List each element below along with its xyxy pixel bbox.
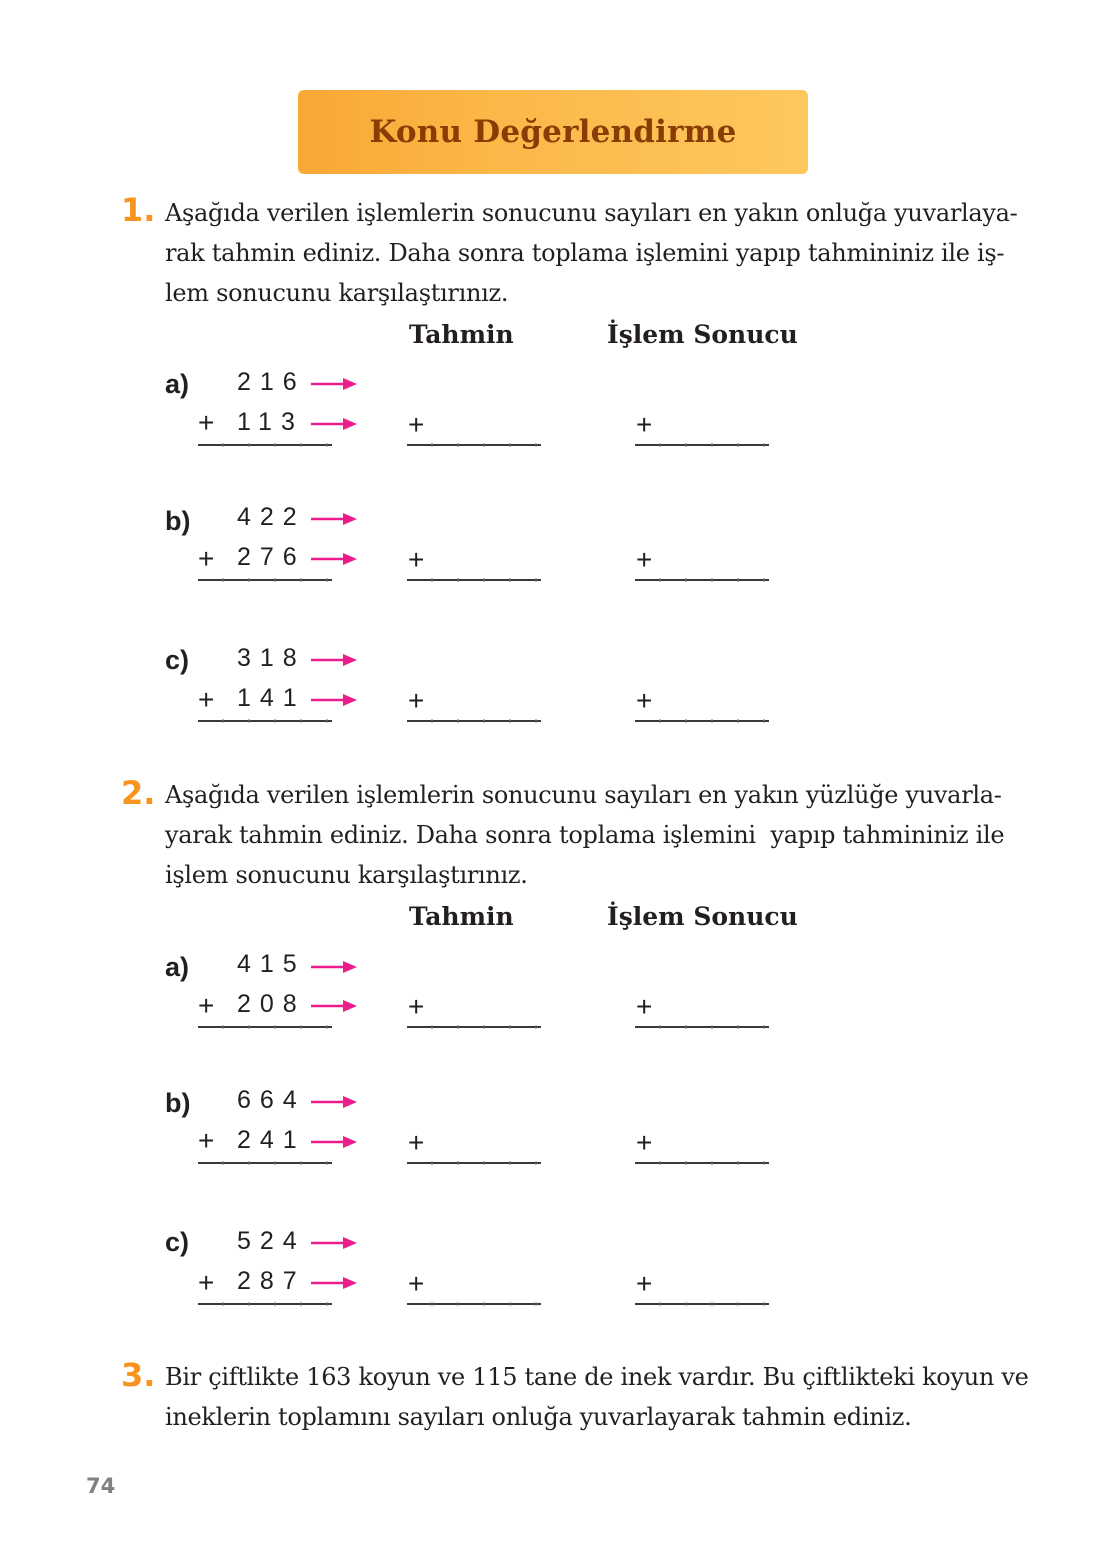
addend-top: 524	[237, 1227, 306, 1255]
section-title-banner	[298, 90, 808, 174]
sum-line	[198, 1026, 332, 1028]
problem-label: b)	[165, 1088, 191, 1118]
question-number-2: 2.	[121, 774, 156, 812]
question-number-1: 1.	[121, 191, 156, 229]
result-plus-sign: +	[636, 1268, 653, 1299]
question-2-text	[165, 775, 1025, 895]
arrow-right-icon	[311, 653, 357, 667]
addend-top: 422	[237, 503, 306, 531]
question-1-text	[165, 193, 1025, 313]
arrow-right-icon	[311, 693, 357, 707]
result-answer-line[interactable]	[635, 1303, 769, 1305]
column-header-result: İşlem Sonucu	[607, 902, 798, 931]
estimate-plus-sign: +	[408, 1127, 425, 1158]
question-3-line-1: Bir çiftlikte 163 koyun ve 115 tane de inek vardır. Bu çiftlikteki koyun ve	[165, 1363, 1029, 1391]
question-1-line-3: lem sonucunu karşılaştırınız.	[165, 279, 509, 307]
addend-bottom: 113	[237, 408, 304, 436]
arrow-right-icon	[311, 1236, 357, 1250]
result-plus-sign: +	[636, 685, 653, 716]
addend-top: 216	[237, 368, 306, 396]
problem-label: a)	[165, 952, 190, 982]
arrow-right-icon	[311, 417, 357, 431]
estimate-plus-sign: +	[408, 544, 425, 575]
arrow-right-icon	[311, 999, 357, 1013]
result-plus-sign: +	[636, 544, 653, 575]
addend-top: 664	[237, 1086, 306, 1114]
addend-bottom: 141	[237, 684, 306, 712]
page-number: 74	[86, 1474, 116, 1498]
result-plus-sign: +	[636, 409, 653, 440]
addend-top: 318	[237, 644, 306, 672]
question-2-line-3: işlem sonucunu karşılaştırınız.	[165, 861, 528, 889]
arrow-right-icon	[311, 960, 357, 974]
result-answer-line[interactable]	[635, 720, 769, 722]
addend-top: 415	[237, 950, 306, 978]
section-title: Konu Değerlendirme	[369, 114, 737, 150]
addend-bottom: 241	[237, 1126, 306, 1154]
result-answer-line[interactable]	[635, 1162, 769, 1164]
question-3-line-2: ineklerin toplamını sayıları onluğa yuvarlayarak tahmin ediniz.	[165, 1403, 912, 1431]
sum-line	[198, 579, 332, 581]
estimate-plus-sign: +	[408, 991, 425, 1022]
arrow-right-icon	[311, 1276, 357, 1290]
plus-sign: +	[198, 1125, 215, 1156]
estimate-answer-line[interactable]	[407, 579, 541, 581]
problem-label: c)	[165, 1227, 190, 1257]
plus-sign: +	[198, 990, 215, 1021]
arrow-right-icon	[311, 512, 357, 526]
addend-bottom: 276	[237, 543, 306, 571]
problem-label: c)	[165, 645, 190, 675]
result-answer-line[interactable]	[635, 1026, 769, 1028]
plus-sign: +	[198, 684, 215, 715]
question-1-line-1: Aşağıda verilen işlemlerin sonucunu sayıları en yakın onluğa yuvarlaya-	[165, 199, 1018, 227]
estimate-answer-line[interactable]	[407, 1303, 541, 1305]
result-answer-line[interactable]	[635, 444, 769, 446]
sum-line	[198, 1162, 332, 1164]
estimate-answer-line[interactable]	[407, 720, 541, 722]
column-header-result: İşlem Sonucu	[607, 320, 798, 349]
sum-line	[198, 1303, 332, 1305]
plus-sign: +	[198, 1267, 215, 1298]
result-plus-sign: +	[636, 1127, 653, 1158]
plus-sign: +	[198, 407, 215, 438]
question-number-3: 3.	[121, 1356, 156, 1394]
result-answer-line[interactable]	[635, 579, 769, 581]
question-1-line-2: rak tahmin ediniz. Daha sonra toplama işlemini yapıp tahmininiz ile iş-	[165, 239, 1005, 267]
estimate-plus-sign: +	[408, 409, 425, 440]
question-2-line-2: yarak tahmin ediniz. Daha sonra toplama işlemini yapıp tahmininiz ile	[165, 821, 1005, 849]
result-plus-sign: +	[636, 991, 653, 1022]
question-2-line-1: Aşağıda verilen işlemlerin sonucunu sayıları en yakın yüzlüğe yuvarla-	[165, 781, 1002, 809]
estimate-plus-sign: +	[408, 1268, 425, 1299]
sum-line	[198, 720, 332, 722]
addend-bottom: 208	[237, 990, 306, 1018]
column-header-estimate: Tahmin	[409, 902, 514, 931]
estimate-answer-line[interactable]	[407, 1026, 541, 1028]
arrow-right-icon	[311, 377, 357, 391]
estimate-answer-line[interactable]	[407, 444, 541, 446]
problem-label: a)	[165, 369, 190, 399]
arrow-right-icon	[311, 1135, 357, 1149]
plus-sign: +	[198, 543, 215, 574]
addend-bottom: 287	[237, 1267, 306, 1295]
question-3-text	[165, 1357, 1029, 1437]
arrow-right-icon	[311, 552, 357, 566]
arrow-right-icon	[311, 1095, 357, 1109]
column-header-estimate: Tahmin	[409, 320, 514, 349]
estimate-plus-sign: +	[408, 685, 425, 716]
estimate-answer-line[interactable]	[407, 1162, 541, 1164]
sum-line	[198, 444, 332, 446]
problem-label: b)	[165, 506, 191, 536]
